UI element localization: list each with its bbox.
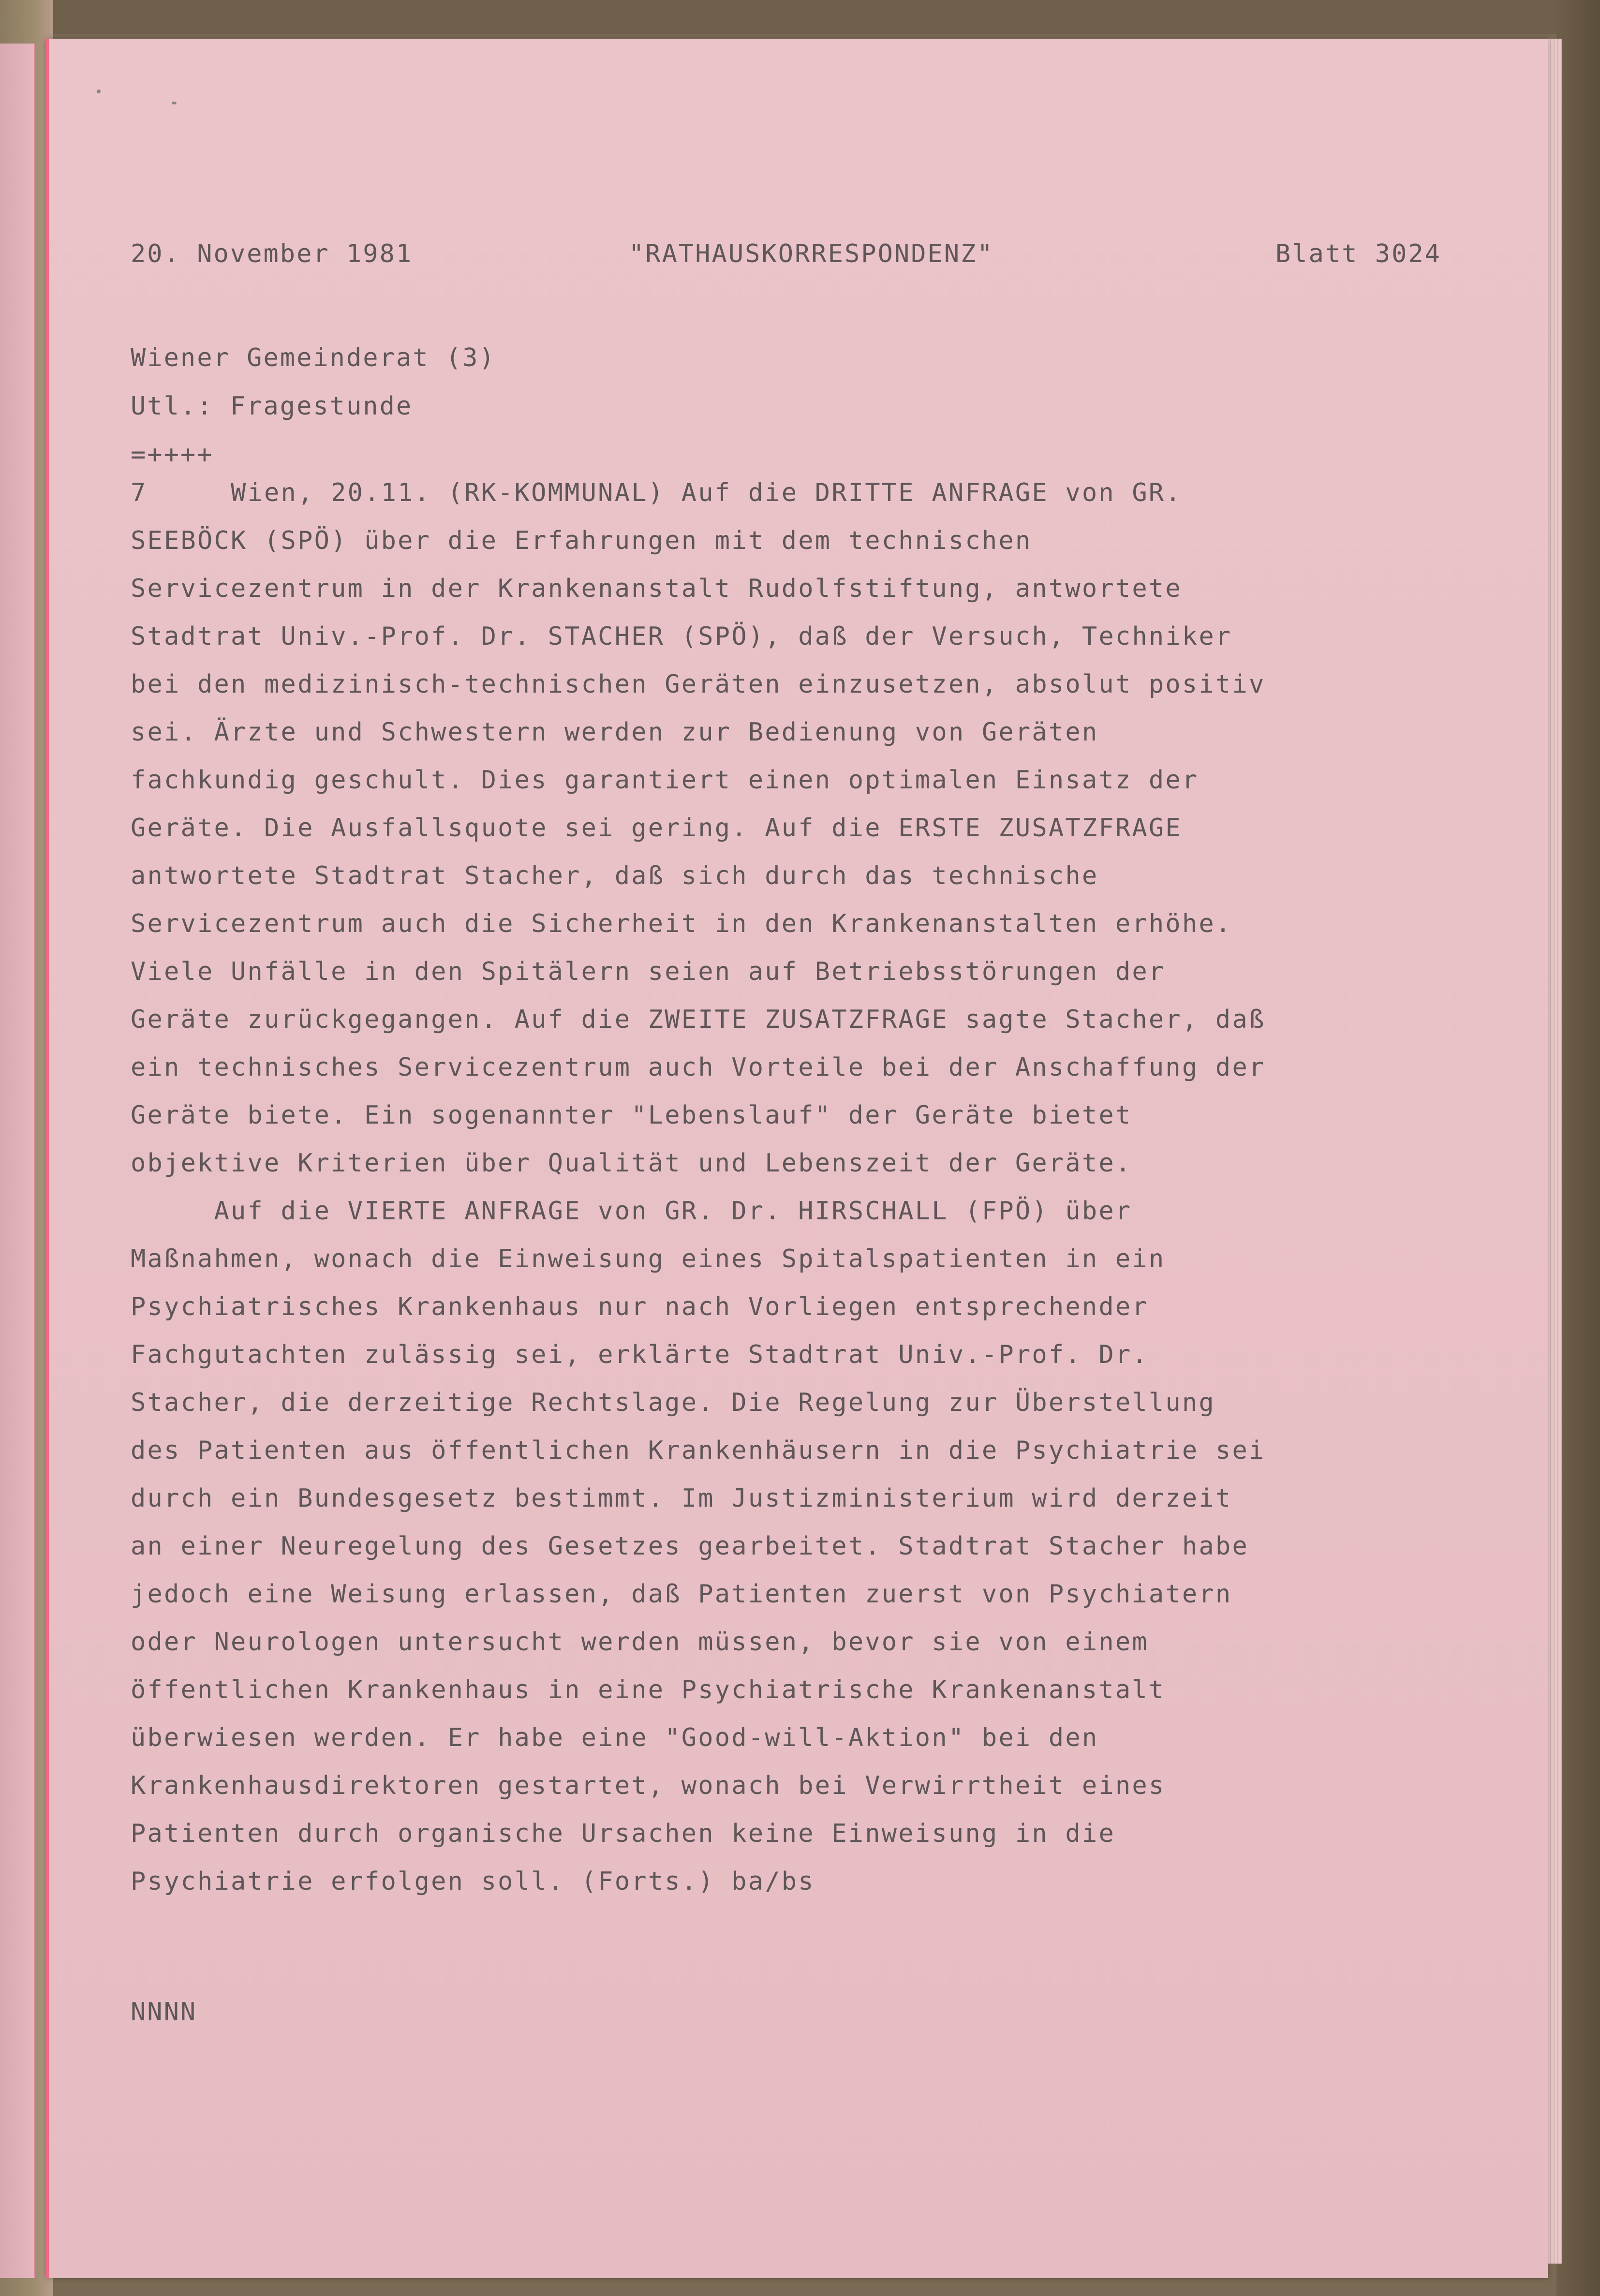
- body-line: sei. Ärzte und Schwestern werden zur Bedienung von Geräten: [131, 718, 1099, 747]
- previous-page-edge: [0, 44, 35, 2278]
- body-line: Geräte zurückgegangen. Auf die ZWEITE ZUSATZFRAGE sagte Stacher, daß: [131, 1005, 1266, 1034]
- body-line: Stacher, die derzeitige Rechtslage. Die Regelung zur Überstellung: [131, 1388, 1215, 1417]
- article-meta: [131, 334, 496, 479]
- body-line: überwiesen werden. Er habe eine "Good-will-Aktion" bei den: [131, 1723, 1099, 1752]
- body-line: ein technisches Servicezentrum auch Vorteile bei der Anschaffung der: [131, 1053, 1266, 1082]
- scan-background-right: [1556, 0, 1600, 2296]
- body-line: jedoch eine Weisung erlassen, daß Patienten zuerst von Psychiatern: [131, 1580, 1232, 1609]
- body-line: Fachgutachten zulässig sei, erklärte Stadtrat Univ.-Prof. Dr.: [131, 1340, 1149, 1369]
- body-line: Servicezentrum in der Krankenanstalt Rudolfstiftung, antwortete: [131, 574, 1182, 603]
- body-line: Krankenhausdirektoren gestartet, wonach bei Verwirrtheit eines: [131, 1771, 1166, 1800]
- article-body: [131, 469, 1265, 1906]
- scan-background-top: [0, 0, 1600, 34]
- body-line: Viele Unfälle in den Spitälern seien auf Betriebsstörungen der: [131, 957, 1166, 986]
- body-line: Psychiatrisches Krankenhaus nur nach Vorliegen entsprechender: [131, 1292, 1149, 1321]
- body-line: Psychiatrie erfolgen soll. (Forts.) ba/bs: [131, 1867, 815, 1896]
- body-line: Servicezentrum auch die Sicherheit in den Krankenanstalten erhöhe.: [131, 909, 1232, 938]
- body-line: Maßnahmen, wonach die Einweisung eines Spitalspatienten in ein: [131, 1244, 1166, 1274]
- paper-speck: [97, 89, 101, 93]
- sheet-left-edge: [46, 39, 49, 2278]
- paper-speck: [172, 102, 177, 104]
- body-line: oder Neurologen untersucht werden müssen, bevor sie von einem: [131, 1628, 1149, 1657]
- body-line: Geräte biete. Ein sogenannter "Lebenslauf" der Geräte bietet: [131, 1101, 1132, 1130]
- header-date: 20. November 1981: [131, 239, 413, 268]
- body-line: objektive Kriterien über Qualität und Lebenszeit der Geräte.: [131, 1149, 1132, 1178]
- body-line: SEEBÖCK (SPÖ) über die Erfahrungen mit dem technischen: [131, 526, 1032, 555]
- article-separator: =++++: [131, 440, 214, 469]
- body-line: öffentlichen Krankenhaus in eine Psychiatrische Krankenanstalt: [131, 1675, 1166, 1704]
- body-line: Geräte. Die Ausfallsquote sei gering. Auf die ERSTE ZUSATZFRAGE: [131, 814, 1182, 843]
- body-line: an einer Neuregelung des Gesetzes gearbeitet. Stadtrat Stacher habe: [131, 1532, 1249, 1561]
- body-line: 7 Wien, 20.11. (RK-KOMMUNAL) Auf die DRITTE ANFRAGE von GR.: [131, 478, 1182, 507]
- body-line: fachkundig geschult. Dies garantiert einen optimalen Einsatz der: [131, 766, 1199, 795]
- header-sheet-number: Blatt 3024: [1275, 239, 1441, 268]
- body-line: Patienten durch organische Ursachen keine Einweisung in die: [131, 1819, 1115, 1848]
- article-subtitle: Utl.: Fragestunde: [131, 392, 413, 421]
- body-line: des Patienten aus öffentlichen Krankenhäusern in die Psychiatrie sei: [131, 1436, 1266, 1465]
- body-line: Stadtrat Univ.-Prof. Dr. STACHER (SPÖ), daß der Versuch, Techniker: [131, 622, 1232, 651]
- article-heading: Wiener Gemeinderat (3): [131, 343, 496, 372]
- body-line: Auf die VIERTE ANFRAGE von GR. Dr. HIRSCHALL (FPÖ) über: [131, 1197, 1132, 1226]
- body-line: durch ein Bundesgesetz bestimmt. Im Justizministerium wird derzeit: [131, 1484, 1232, 1513]
- body-line: antwortete Stadtrat Stacher, daß sich durch das technische: [131, 861, 1099, 890]
- end-mark: NNNN: [131, 1998, 197, 2027]
- body-line: bei den medizinisch-technischen Geräten einzusetzen, absolut positiv: [131, 670, 1266, 699]
- header-publication: "RATHAUSKORRESPONDENZ": [629, 239, 994, 268]
- document-header: [131, 239, 1441, 278]
